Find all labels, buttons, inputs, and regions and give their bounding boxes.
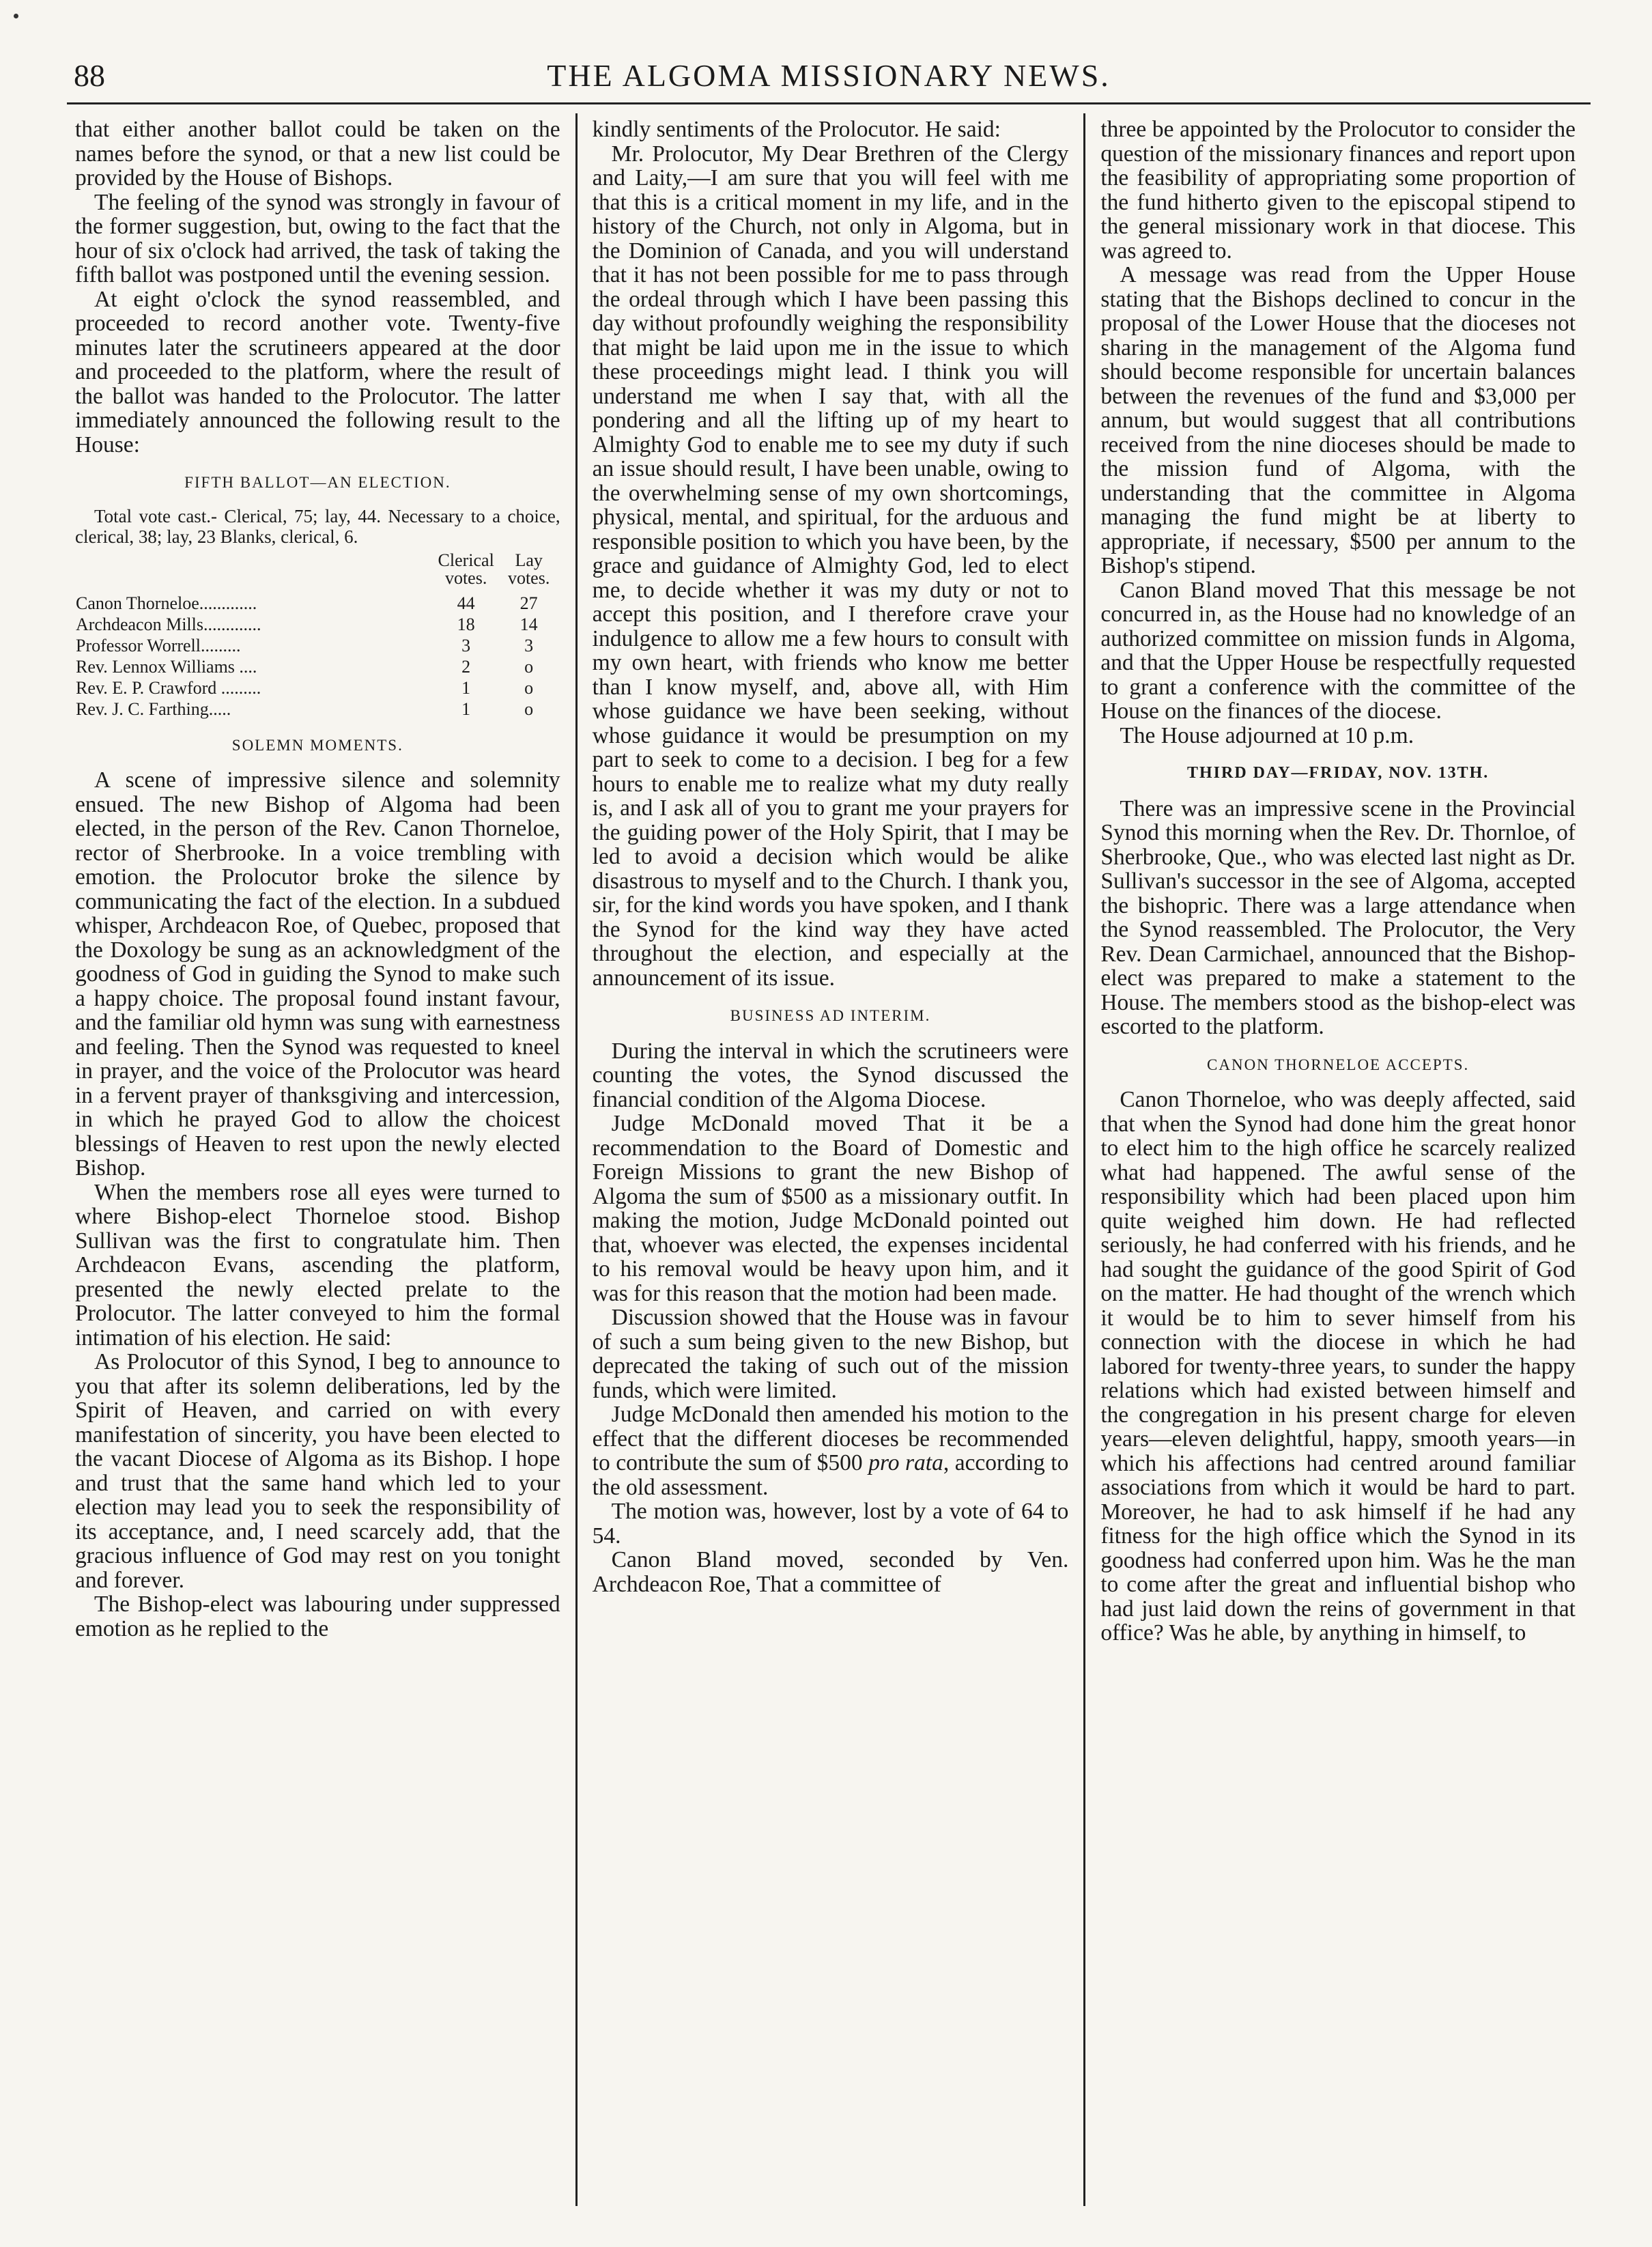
clerical-votes-header: Clerical votes.	[438, 550, 494, 588]
paragraph-text: , according to the old assessment.	[592, 1450, 1069, 1500]
clerical-votes: 1	[461, 677, 471, 698]
article-columns	[67, 117, 1591, 2206]
journal-title: THE ALGOMA MISSIONARY NEWS.	[547, 58, 1111, 93]
paragraph: Discussion showed that the House was in favour of such a sum being given to the new Bishop, but deprecated the taking of such out of the mission funds, which were limited.	[592, 1305, 1069, 1403]
clerical-votes: 3	[461, 635, 471, 655]
paragraph: that either another ballot could be taken on the names before the synod, or that a new list could be provided by the House of Bishops.	[75, 117, 560, 190]
column-1	[67, 117, 575, 2206]
table-row	[75, 698, 560, 720]
paragraph: As Prolocutor of this Synod, I beg to announce to you that after its solemn deliberations, led by the Spirit of Heaven, and carried on with every manifestation of sincerity, you have been elected to the vacant Diocese of Algoma as its Bishop. I hope and trust that the same hand which led to your election may lead you to seek the responsibility of its acceptance, and, I need scarcely add, that the gracious influence of God may rest on you tonight and forever.	[75, 1349, 560, 1593]
section-heading: FIFTH BALLOT—AN ELECTION.	[184, 474, 451, 491]
scan-dot	[14, 14, 18, 18]
lay-votes: o	[524, 677, 534, 698]
paragraph: Canon Bland moved, seconded by Ven. Archdeacon Roe, That a committee of	[592, 1547, 1069, 1597]
paragraph: The House adjourned at 10 p.m.	[1120, 722, 1414, 748]
paragraph: The motion was, however, lost by a vote of 64 to 54.	[592, 1499, 1069, 1549]
candidate-name: Canon Thorneloe.............	[76, 593, 257, 613]
paragraph: three be appointed by the Prolocutor to consider the question of the missionary finances and report upon the feasibility of appropriating some proportion of the fund hitherto given to the episcopal stipend to the general missionary work in that diocese. This was agreed to.	[1100, 117, 1576, 264]
lay-votes-header: Lay votes.	[507, 550, 550, 588]
candidate-name: Rev. J. C. Farthing.....	[76, 698, 231, 719]
paragraph: Mr. Prolocutor, My Dear Brethren of the Clergy and Laity,—I am sure that you will feel with me that this is a critical moment in my life, and in the history of the Church, not only in Algoma, but in the Dominion of Canada, and you will understand that it has not been possible for me to pass through the ordeal through which I have been passing this day without profoundly weighing the responsibility that might be laid upon me in the issue to which these proceedings might lead. I think you will understand me when I say that, with all the pondering and all the lifting up of my heart to Almighty God to enable me to see my duty if such an issue should result, I have been unable, owing to the overwhelming sense of my own shortcomings, physical, mental, and spiritual, for the arduous and responsible position to which you have been, by the grace and guidance of Almighty God, led to elect me, to decide whether it was my duty or not to accept this position, and I therefore crave your indulgence to allow me a few hours to consult with my own heart, with friends who know me better than I know myself, and, above all, with Him whose guidance we have been seeking, without whose guidance it would be presumption on my part to seek to come to a decision. I beg for a few hours to enable me to realize what my duty really is, and I ask all of you to grant me your prayers for the guiding power of the Holy Spirit, that I may be led to avoid a decision which would be alike disastrous to myself and to the Church. I thank you, sir, for the kind words you have spoken, and I thank the Synod for the kind way they have acted throughout the election, and especially at the announcement of its issue.	[592, 141, 1069, 991]
table-row	[75, 614, 560, 635]
paragraph: At eight o'clock the synod reassembled, and proceeded to record another vote. Twenty-five minutes later the scrutineers appeared at the door and proceeded to the platform, where the result of the ballot was handed to the Prolocutor. The latter immediately announced the following result to the House:	[75, 286, 560, 457]
paragraph: A scene of impressive silence and solemnity ensued. The new Bishop of Algoma had been elected, in the person of the Rev. Canon Thorneloe, rector of Sherbrooke. In a voice trembling with emotion. the Prolocutor broke the silence by communicating the fact of the election. In a subdued whisper, Archdeacon Roe, of Quebec, proposed that the Doxology be sung as an acknowledgment of the goodness of God in guiding the Synod to make such a happy choice. The proposal found instant favour, and the familiar old hymn was sung with earnestness and feeling. Then the Synod was requested to kneel in prayer, and the voice of the Prolocutor was heard in a fervent prayer of thanksgiving and intercession, in which he prayed God to allow the choicest blessings of Heaven to rest upon the newly elected Bishop.	[75, 767, 560, 1181]
ballot-table	[75, 551, 560, 720]
candidate-name: Archdeacon Mills.............	[76, 614, 261, 634]
page-header	[67, 57, 1591, 105]
section-heading: THIRD DAY—FRIDAY, NOV. 13TH.	[1187, 764, 1490, 782]
column-3	[1085, 117, 1591, 2206]
paragraph: A message was read from the Upper House stating that the Bishops declined to concur in the proposal of the Lower House that the dioceses not sharing in the management of the Algoma fund should become responsible for uncertain balances between the revenues of the fund and $3,000 per annum, but would suggest that all contributions received from the nine dioceses should be made to the mission fund of Algoma, with the understanding that the committee in Algoma managing the fund might be at liberty to appropriate, if necessary, $500 per annum to the Bishop's stipend.	[1100, 262, 1576, 578]
paragraph: The feeling of the synod was strongly in favour of the former suggestion, but, owing to the fact that the hour of six o'clock had arrived, the task of taking the fifth ballot was postponed until the evening session.	[75, 189, 560, 287]
lay-votes: 14	[519, 614, 538, 634]
vote-summary: Total vote cast.- Clerical, 75; lay, 44. Necessary to a choice, clerical, 38; lay, 23 Blanks, clerical, 6.	[75, 505, 560, 547]
paragraph: Judge McDonald moved That it be a recommendation to the Board of Domestic and Foreign Missions to grant the new Bishop of Algoma the sum of $500 as a missionary outfit. In making the motion, Judge McDonald pointed out that, whoever was elected, the expenses incidental to his removal would be heavy upon him, and it was for this reason that the motion had been made.	[592, 1111, 1069, 1306]
paragraph: kindly sentiments of the Prolocutor. He said:	[592, 117, 1001, 142]
paragraph: During the interval in which the scrutineers were counting the votes, the Synod discussed the financial condition of the Algoma Diocese.	[592, 1038, 1069, 1112]
paragraph-text: Judge McDonald then amended his motion to the effect that the different dioceses be recommended to contribute the sum of $500	[592, 1402, 1069, 1475]
lay-votes: o	[524, 656, 534, 677]
ballot-header-row	[75, 551, 560, 593]
paragraph: Canon Bland moved That this message be not concurred in, as the House had no knowledge of an authorized committee on mission funds in Algoma, and that the Upper House be respectfully requested to grant a conference with the committee of the House on the finances of the diocese.	[1100, 577, 1576, 724]
clerical-votes: 1	[461, 698, 471, 719]
paragraph: When the members rose all eyes were turned to where Bishop-elect Thorneloe stood. Bishop Sullivan was the first to congratulate him. Then Archdeacon Evans, ascending the platform, presented the newly elected prelate to the Prolocutor. The latter conveyed to him the formal intimation of his election. He said:	[75, 1179, 560, 1351]
paragraph	[593, 1402, 1069, 1499]
clerical-votes: 2	[461, 656, 471, 677]
section-heading: CANON THORNELOE ACCEPTS.	[1207, 1056, 1470, 1073]
clerical-votes: 44	[457, 593, 475, 613]
table-row	[75, 656, 560, 677]
section-heading: SOLEMN MOMENTS.	[231, 736, 403, 754]
lay-votes: o	[524, 698, 534, 719]
page-number: 88	[74, 58, 105, 93]
paragraph: Canon Thorneloe, who was deeply affected, said that when the Synod had done him the great honor to elect him to the high office he scarcely realized what had happened. The awful sense of the responsibility which had been placed upon him quite weighed him down. He had reflected seriously, he had conferred with his friends, and he had sought the guidance of the good Spirit of God on the matter. He had thought of the wrench which it would be to him to sever himself from his connection with the diocese in which he had labored for twenty-three years, to sunder the happy relations which had existed between himself and the congregation in his present charge for eleven years—eleven delightful, happy, smooth years—in which his affections had centred around familiar associations from which it would be hard to part. Moreover, he had to ask himself if he had any fitness for the high office which the Synod in its goodness had conferred upon him. Was he the man to come after the great and influential bishop who had just laid down the reins of government in that office? Was he able, by anything in himself, to	[1100, 1087, 1576, 1645]
table-row	[75, 593, 560, 614]
paragraph: The Bishop-elect was labouring under suppressed emotion as he replied to the	[75, 1592, 560, 1641]
column-2	[578, 117, 1084, 2206]
italic-phrase: pro rata	[868, 1450, 943, 1475]
lay-votes: 27	[519, 593, 538, 613]
clerical-votes: 18	[457, 614, 475, 634]
table-row	[75, 677, 560, 698]
paragraph: There was an impressive scene in the Provincial Synod this morning when the Rev. Dr. Thornloe, of Sherbrooke, Que., who was elected last night as Dr. Sullivan's successor in the see of Algoma, accepted the bishopric. There was a large attendance when the Synod reassembled. The Prolocutor, the Very Rev. Dean Carmichael, announced that the Bishop-elect was prepared to make a statement to the House. The members stood as the bishop-elect was escorted to the platform.	[1100, 795, 1576, 1039]
table-row	[75, 635, 560, 656]
candidate-name: Rev. E. P. Crawford .........	[76, 677, 261, 698]
section-heading: BUSINESS AD INTERIM.	[730, 1007, 931, 1024]
candidate-name: Professor Worrell.........	[76, 635, 241, 655]
header-rule	[67, 102, 1591, 104]
lay-votes: 3	[524, 635, 534, 655]
candidate-name: Rev. Lennox Williams ....	[76, 656, 257, 677]
